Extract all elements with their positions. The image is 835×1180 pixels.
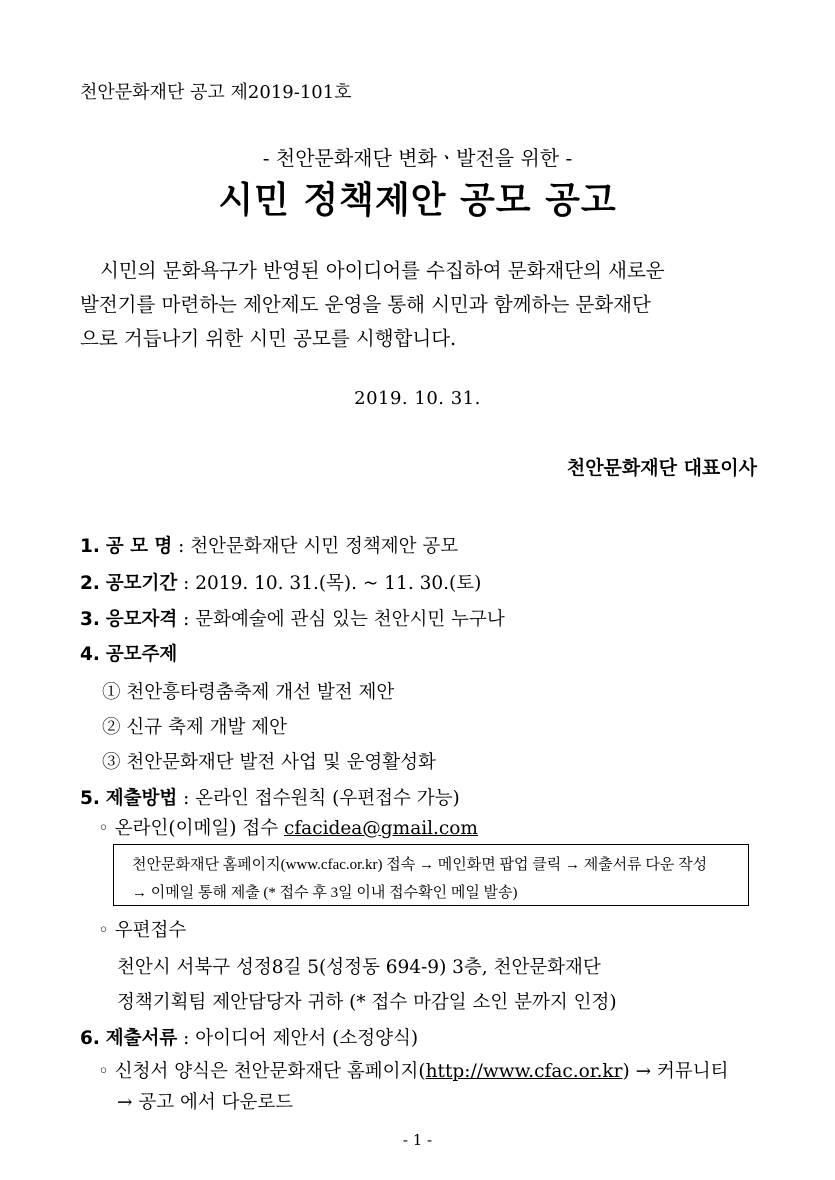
item-label: 응모자격 bbox=[105, 609, 178, 630]
postal-address: 천안시 서북구 성정8길 5(성정동 694-9) 3층, 천안문화재단 bbox=[117, 957, 601, 978]
notice-title: 시민 정책제안 공모 공고 bbox=[218, 180, 617, 221]
item-label: 공모주제 bbox=[105, 644, 178, 665]
item-number: 4. bbox=[80, 644, 100, 665]
form-download-line bbox=[98, 1057, 728, 1083]
item-number: 2. bbox=[80, 573, 100, 594]
intro-paragraph bbox=[80, 254, 760, 356]
item-number: 6. bbox=[80, 1028, 100, 1049]
topic-item: ① 천안흥타령춤축제 개선 발전 제안 bbox=[102, 682, 395, 703]
item-contest-name bbox=[80, 532, 458, 558]
item-eligibility bbox=[80, 605, 505, 631]
form-prefix: ◦ 신청서 양식은 천안문화재단 홈페이지( bbox=[98, 1061, 426, 1082]
note-line: → 이메일 통해 제출 (* 접수 후 3일 이내 접수확인 메일 발송) bbox=[132, 885, 518, 901]
notice-number: 천안문화재단 공고 제2019-101호 bbox=[80, 82, 352, 103]
notice-subtitle: - 천안문화재단 변화ㆍ발전을 위한 - bbox=[262, 146, 573, 170]
item-submission-method bbox=[80, 784, 460, 810]
form-suffix: ) → 커뮤니티 bbox=[622, 1061, 729, 1082]
item-period bbox=[80, 569, 481, 595]
online-label: ◦ 온라인(이메일) 접수 bbox=[98, 818, 284, 839]
page-number: - 1 - bbox=[402, 1131, 433, 1149]
item-value: : 천안문화재단 시민 정책제안 공모 bbox=[172, 536, 459, 557]
postal-recipient: 정책기획팀 제안담당자 귀하 (* 접수 마감일 소인 분까지 인정) bbox=[117, 992, 617, 1013]
notice-date: 2019. 10. 31. bbox=[354, 388, 481, 409]
postal-label: ◦ 우편접수 bbox=[98, 920, 187, 941]
item-value: : 문화예술에 관심 있는 천안시민 누구나 bbox=[177, 609, 505, 630]
note-line: 천안문화재단 홈페이지(www.cfac.or.kr) 접속 → 메인화면 팝업 클릭 → 제출서류 다운 작성 bbox=[132, 857, 708, 873]
item-label: 공 모 명 bbox=[105, 536, 173, 557]
item-label: 제출서류 bbox=[105, 1028, 178, 1049]
item-value: : 2019. 10. 31.(목). ~ 11. 30.(토) bbox=[177, 573, 482, 594]
homepage-link[interactable]: http://www.cfac.or.kr bbox=[425, 1061, 623, 1082]
form-download-line2: → 공고 에서 다운로드 bbox=[117, 1092, 294, 1113]
issuer-signature: 천안문화재단 대표이사 bbox=[566, 457, 757, 479]
item-documents bbox=[80, 1024, 418, 1050]
item-number: 5. bbox=[80, 788, 100, 809]
topic-item: ③ 천안문화재단 발전 사업 및 운영활성화 bbox=[102, 752, 436, 773]
intro-line: 시민의 문화욕구가 반영된 아이디어를 수집하여 문화재단의 새로운 bbox=[100, 259, 665, 282]
item-number: 3. bbox=[80, 609, 100, 630]
item-value: : 아이디어 제안서 (소정양식) bbox=[177, 1028, 419, 1049]
intro-line: 으로 거듭나기 위한 시민 공모를 시행합니다. bbox=[80, 327, 457, 350]
item-number: 1. bbox=[80, 536, 100, 557]
topic-item: ② 신규 축제 개발 제안 bbox=[102, 717, 287, 738]
online-submission bbox=[98, 814, 478, 840]
submission-note-box bbox=[113, 844, 749, 906]
intro-line: 발전기를 마련하는 제안제도 운영을 통해 시민과 함께하는 문화재단 bbox=[80, 293, 651, 316]
item-label: 공모기간 bbox=[105, 573, 178, 594]
item-label: 제출방법 bbox=[105, 788, 178, 809]
item-value: : 온라인 접수원칙 (우편접수 가능) bbox=[177, 788, 460, 809]
email-link[interactable]: cfacidea@gmail.com bbox=[283, 818, 478, 839]
item-topics bbox=[80, 640, 177, 666]
